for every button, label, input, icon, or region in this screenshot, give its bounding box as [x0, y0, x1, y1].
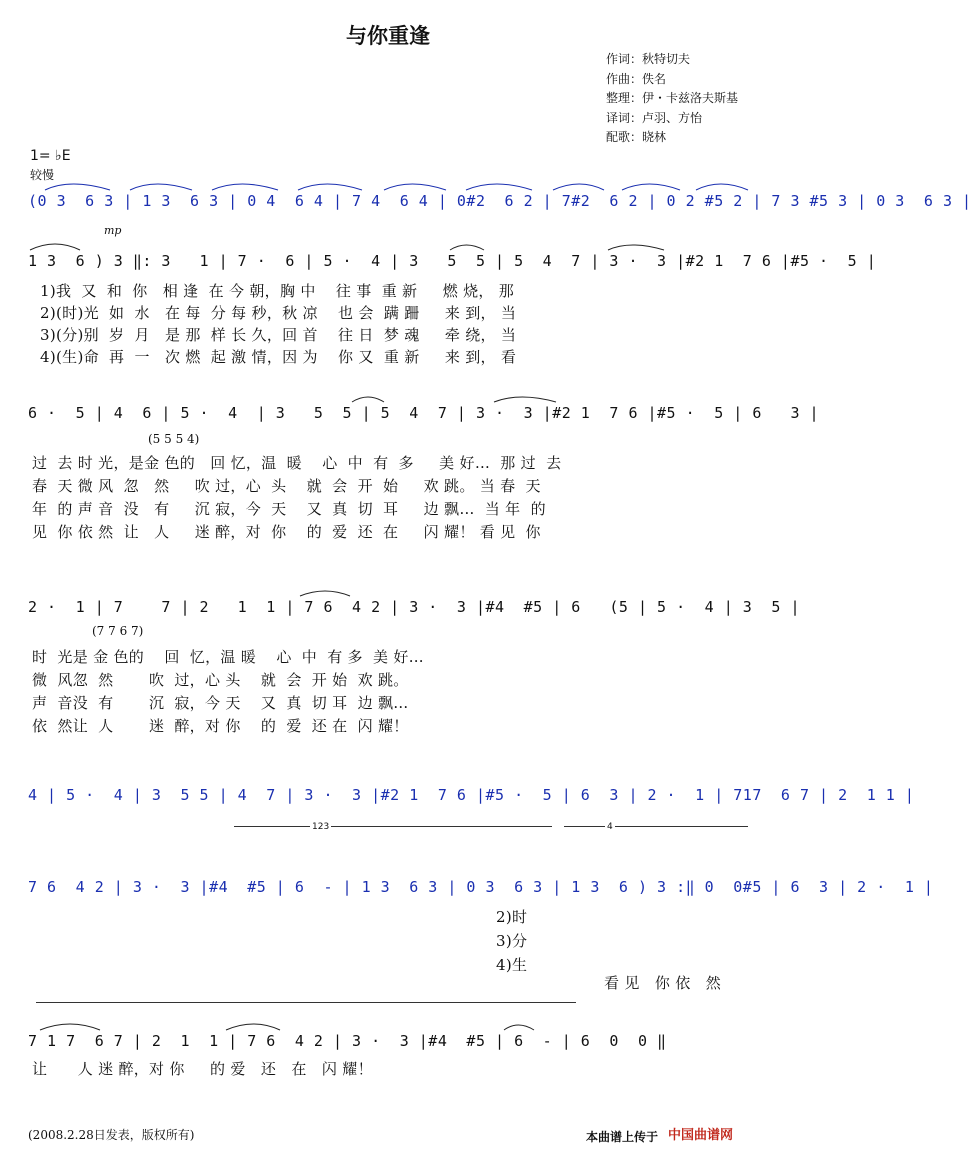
score-line-6: 7 6 4 2 | 3 · 3 |#4 #5 | 6 - | 1 3 6 3 | 0 3 6 3 | 1 3 6 ) 3 :‖ 0 0#5 | 6 3 | 2 · 1 |: [28, 878, 934, 896]
verse-1: 1)我 又 和 你 相 逢 在 今 朝，胸 中 往 事 重 新 燃 烧， 那: [40, 282, 515, 300]
lyrics-2-1: 过 去 时 光，是金 色的 回 忆，温 暖 心 中 有 多 美 好… 那 过 去: [32, 454, 562, 472]
credit-arranger: 整理：伊・卡兹洛夫斯基: [606, 91, 739, 105]
slur-mark: [608, 245, 664, 250]
lyrics-2-3: 年 的 声 音 没 有 沉 寂，今 天 又 真 切 耳 边 飘… 当 年 的: [32, 500, 546, 518]
score-line-1: (0 3 6 3 | 1 3 6 3 | 0 4 6 4 | 7 4 6 4 | 0#2 6 2 | 7#2 6 2 | 0 2 #5 2 | 7 3 #5 3 | 0 3 6 3 |: [28, 192, 972, 210]
coda-lyrics: 让 人 迷 醉，对 你 的 爱 还 在 闪 耀！: [32, 1060, 373, 1078]
lyrics-2-2: 春 天 微 风 忽 然 吹 过，心 头 就 会 开 始 欢 跳。 当 春 天: [32, 477, 541, 495]
score-line-4: 2 · 1 | 7 7 | 2 1 1 | 7 6 4 2 | 3 · 3 |#4 #5 | 6 (5 | 5 · 4 | 3 5 |: [28, 598, 800, 616]
slur-mark: [553, 184, 604, 190]
upload-note: 本曲谱上传于: [586, 1130, 659, 1144]
lyrics-3-2: 微 风忽 然 吹 过，心 头 就 会 开 始 欢 跳。: [32, 671, 409, 689]
volta-label-2: 4: [607, 822, 613, 832]
slur-mark: [30, 244, 80, 250]
ending-lyric-2: 2)时: [496, 908, 528, 926]
score-line-5: 4 | 5 · 4 | 3 5 5 | 4 7 | 3 · 3 |#2 1 7 6 |#5 · 5 | 6 3 | 2 · 1 | 717 6 7 | 2 1 1 |: [28, 786, 915, 804]
slur-mark: [298, 184, 362, 190]
lyrics-3-3: 声 音没 有 沉 寂，今 天 又 真 切 耳 边 飘…: [32, 694, 409, 712]
volta-label-1: 123: [312, 822, 330, 832]
song-title: 与你重逢: [346, 24, 430, 48]
slur-mark: [466, 184, 532, 190]
verse-3: 3)(分)别 岁 月 是 那 样 长 久，回 首 往 日 梦 魂 牵 绕， 当: [40, 326, 517, 344]
verse-4: 4)(生)命 再 一 次 燃 起 激 情，因 为 你 又 重 新 来 到， 看: [40, 348, 517, 366]
dynamics-mark: mp: [104, 224, 122, 237]
verse-2: 2)(时)光 如 水 在 每 分 每 秒，秋 凉 也 会 蹒 跚 来 到， 当: [40, 304, 517, 322]
lyrics-2-4: 见 你 依 然 让 人 迷 醉，对 你 的 爱 还 在 闪 耀！ 看 见 你: [32, 523, 541, 541]
credit-song-setter: 配歌：晓林: [606, 130, 667, 144]
score-line-3: 6 · 5 | 4 6 | 5 · 4 | 3 5 5 | 5 4 7 | 3 · 3 |#2 1 7 6 |#5 · 5 | 6 3 |: [28, 404, 820, 422]
slur-mark: [130, 184, 192, 190]
alt-notes-1: (5 5 5 4): [148, 432, 200, 446]
slur-mark: [622, 184, 680, 190]
tempo-marking: 较慢: [30, 168, 55, 182]
credit-composer: 作曲：佚名: [606, 71, 667, 86]
slur-mark: [384, 184, 446, 190]
ending-lyric-3: 3)分: [496, 932, 528, 950]
lyrics-3-4: 依 然让 人 迷 醉，对 你 的 爱 还 在 闪 耀！: [32, 717, 409, 735]
slur-mark: [352, 397, 384, 402]
score-line-7: 7 1 7 6 7 | 2 1 1 | 7 6 4 2 | 3 · 3 |#4 #5 | 6 - | 6 0 0 ‖: [28, 1032, 667, 1050]
lyrics-3-1: 时 光是 金 色的 回 忆，温 暖 心 中 有 多 美 好…: [32, 648, 424, 666]
slur-mark: [696, 184, 748, 190]
publish-note: (2008.2.28日发表，版权所有): [28, 1128, 195, 1142]
site-logo: 中国曲谱网: [668, 1128, 734, 1143]
credit-translator: 译词：卢羽、方怡: [606, 110, 703, 125]
slur-mark: [212, 184, 278, 190]
slur-mark: [300, 591, 350, 596]
slur-mark: [504, 1025, 534, 1030]
slur-mark: [45, 184, 110, 190]
alt-notes-2: (7 7 6 7): [92, 624, 144, 638]
coda-pre-lyric: 看 见 你 依 然: [604, 974, 722, 992]
credit-lyricist: 作词：秋特切夫: [606, 52, 691, 66]
ending-lyric-4: 4)生: [496, 956, 528, 974]
slur-mark: [450, 245, 484, 250]
slur-mark: [40, 1024, 100, 1030]
slur-mark: [226, 1024, 280, 1030]
key-signature: 1= ♭E: [30, 148, 71, 164]
score-line-2: 1 3 6 ) 3 ‖: 3 1 | 7 · 6 | 5 · 4 | 3 5 5 | 5 4 7 | 3 · 3 |#2 1 7 6 |#5 · 5 |: [28, 252, 877, 270]
slur-mark: [494, 397, 556, 402]
